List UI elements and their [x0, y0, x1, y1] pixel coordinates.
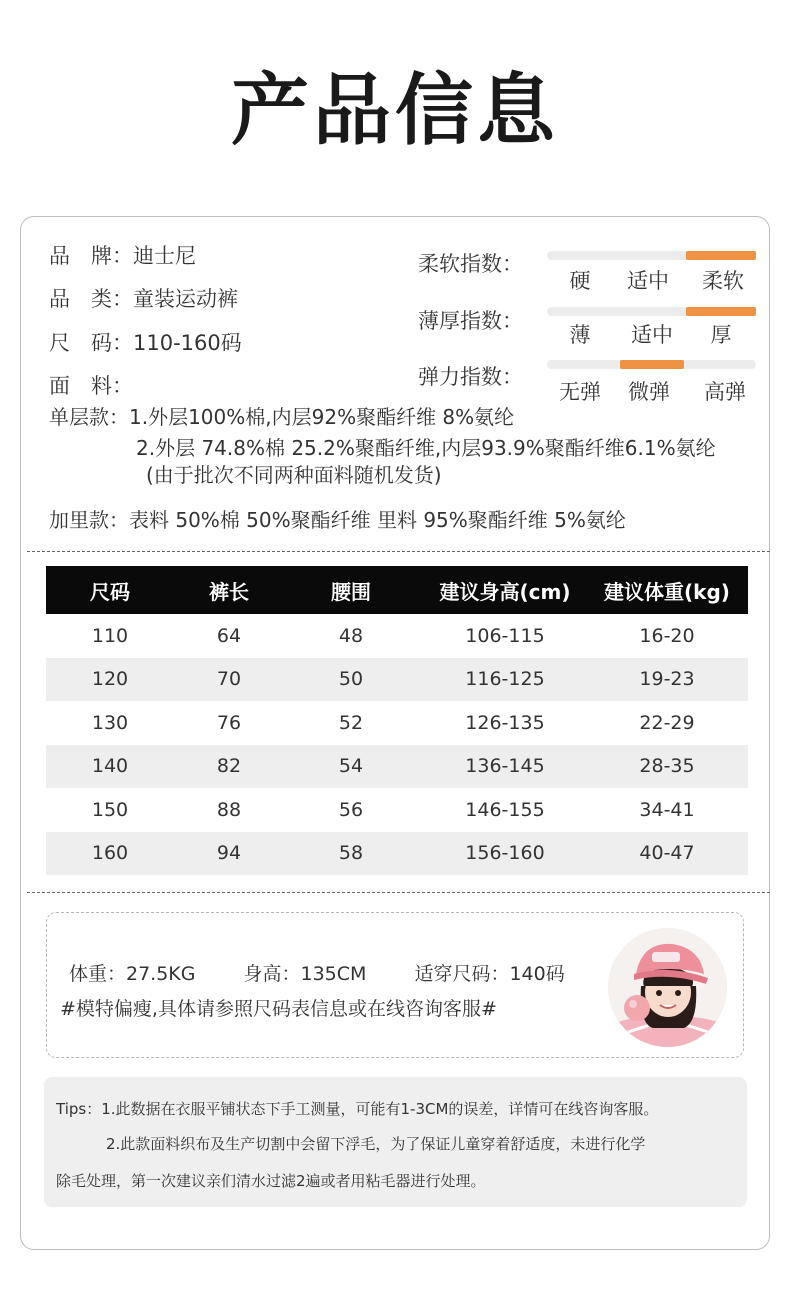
cell-length: 82 — [216, 755, 242, 778]
elasticity-option-high: 高弹 — [704, 380, 746, 404]
cell-length: 76 — [216, 711, 242, 734]
cell-length: 64 — [216, 624, 242, 647]
size-table-header — [46, 566, 748, 614]
fabric-single-note: (由于批次不同两种面料随机发货) — [146, 463, 442, 487]
table-row — [46, 788, 748, 832]
table-row — [46, 832, 748, 876]
tips-line1: Tips：1.此数据在衣服平铺状态下手工测量，可能有1-3CM的误差，详情可在线咨询客服。 — [56, 1100, 659, 1118]
brand-row — [49, 244, 196, 269]
model-stats — [69, 959, 613, 986]
header-height: 建议身高(cm) — [439, 579, 571, 604]
cell-height: 136-145 — [465, 755, 545, 778]
softness-label: 柔软指数： — [418, 252, 523, 276]
cell-size: 160 — [91, 842, 129, 865]
table-row — [46, 745, 748, 789]
elasticity-option-none: 无弹 — [559, 380, 601, 404]
cell-length: 88 — [216, 798, 242, 821]
model-avatar — [608, 928, 727, 1047]
tips-line3: 除毛处理，第一次建议亲们清水过滤2遍或者用粘毛器进行处理。 — [56, 1172, 486, 1190]
category-row — [49, 287, 238, 312]
cell-height: 156-160 — [465, 842, 545, 865]
table-row — [46, 701, 748, 745]
cell-weight: 40-47 — [639, 842, 695, 865]
category-value: 童装运动裤 — [133, 287, 238, 311]
model-fit-size: 适穿尺码：140码 — [414, 963, 565, 985]
cell-height: 106-115 — [465, 624, 545, 647]
cell-weight: 19-23 — [639, 668, 695, 691]
model-weight: 体重：27.5KG — [69, 963, 196, 985]
page-title: 产品信息 — [230, 66, 559, 156]
fabric-label: 面 料： — [49, 374, 133, 398]
cell-height: 116-125 — [465, 668, 545, 691]
fabric-single-line1 — [49, 405, 514, 429]
cell-weight: 28-35 — [639, 755, 695, 778]
cell-size: 110 — [91, 624, 129, 647]
size-range-row — [49, 331, 242, 356]
header-size: 尺码 — [90, 579, 130, 604]
tips-box — [44, 1077, 747, 1207]
softness-option-medium: 适中 — [627, 269, 669, 293]
model-note: #模特偏瘦,具体请参照尺码表信息或在线咨询客服# — [60, 998, 497, 1020]
fabric-lined: 加里款：表料 50%棉 50%聚酯纤维 里料 95%聚酯纤维 5%氨纶 — [49, 508, 626, 532]
header-weight: 建议体重(kg) — [604, 579, 730, 604]
table-row — [46, 614, 748, 658]
header-waist: 腰围 — [331, 579, 371, 604]
softness-meter — [547, 251, 756, 260]
cell-size: 140 — [91, 755, 129, 778]
divider — [27, 892, 770, 893]
cell-weight: 22-29 — [639, 711, 695, 734]
softness-option-hard: 硬 — [569, 269, 591, 293]
header-length: 裤长 — [209, 579, 249, 604]
cell-height: 126-135 — [465, 711, 545, 734]
fabric-single-option2: 2.外层 74.8%棉 25.2%聚酯纤维,内层93.9%聚酯纤维6.1%氨纶 — [136, 436, 716, 460]
softness-meter-fill — [686, 251, 756, 260]
brand-value: 迪士尼 — [133, 244, 196, 268]
size-range-value: 110-160码 — [133, 331, 242, 355]
cell-height: 146-155 — [465, 798, 545, 821]
elasticity-label: 弹力指数： — [418, 365, 523, 389]
cell-size: 120 — [91, 668, 129, 691]
elasticity-option-slight: 微弹 — [628, 380, 670, 404]
cell-waist: 58 — [338, 842, 364, 865]
thickness-option-medium: 适中 — [631, 323, 673, 347]
cell-waist: 50 — [338, 668, 364, 691]
fabric-single-option1: 1.外层100%棉,内层92%聚酯纤维 8%氨纶 — [129, 405, 515, 429]
thickness-option-thick: 厚 — [710, 323, 732, 347]
tips-line2: 2.此款面料织布及生产切割中会留下浮毛，为了保证儿童穿着舒适度，未进行化学 — [106, 1135, 646, 1153]
fabric-row — [49, 374, 133, 399]
cell-weight: 34-41 — [639, 798, 695, 821]
thickness-meter-fill — [686, 307, 756, 316]
elasticity-meter — [547, 360, 756, 369]
cell-waist: 48 — [338, 624, 364, 647]
cell-size: 150 — [91, 798, 129, 821]
size-table — [46, 566, 748, 875]
cell-waist: 52 — [338, 711, 364, 734]
model-height: 身高：135CM — [243, 963, 367, 985]
softness-option-soft: 柔软 — [702, 269, 744, 293]
brand-label: 品 牌： — [49, 244, 133, 268]
fabric-single-label: 单层款： — [49, 405, 129, 429]
cell-waist: 54 — [338, 755, 364, 778]
divider — [27, 551, 770, 552]
table-row — [46, 658, 748, 702]
category-label: 品 类： — [49, 287, 133, 311]
model-photo-icon — [608, 928, 727, 1047]
elasticity-meter-fill — [620, 360, 684, 369]
cell-size: 130 — [91, 711, 129, 734]
size-range-label: 尺 码： — [49, 331, 133, 355]
thickness-meter — [547, 307, 756, 316]
thickness-option-thin: 薄 — [569, 323, 591, 347]
thickness-label: 薄厚指数： — [418, 309, 523, 333]
cell-length: 70 — [216, 668, 242, 691]
cell-waist: 56 — [338, 798, 364, 821]
cell-length: 94 — [216, 842, 242, 865]
cell-weight: 16-20 — [639, 624, 695, 647]
